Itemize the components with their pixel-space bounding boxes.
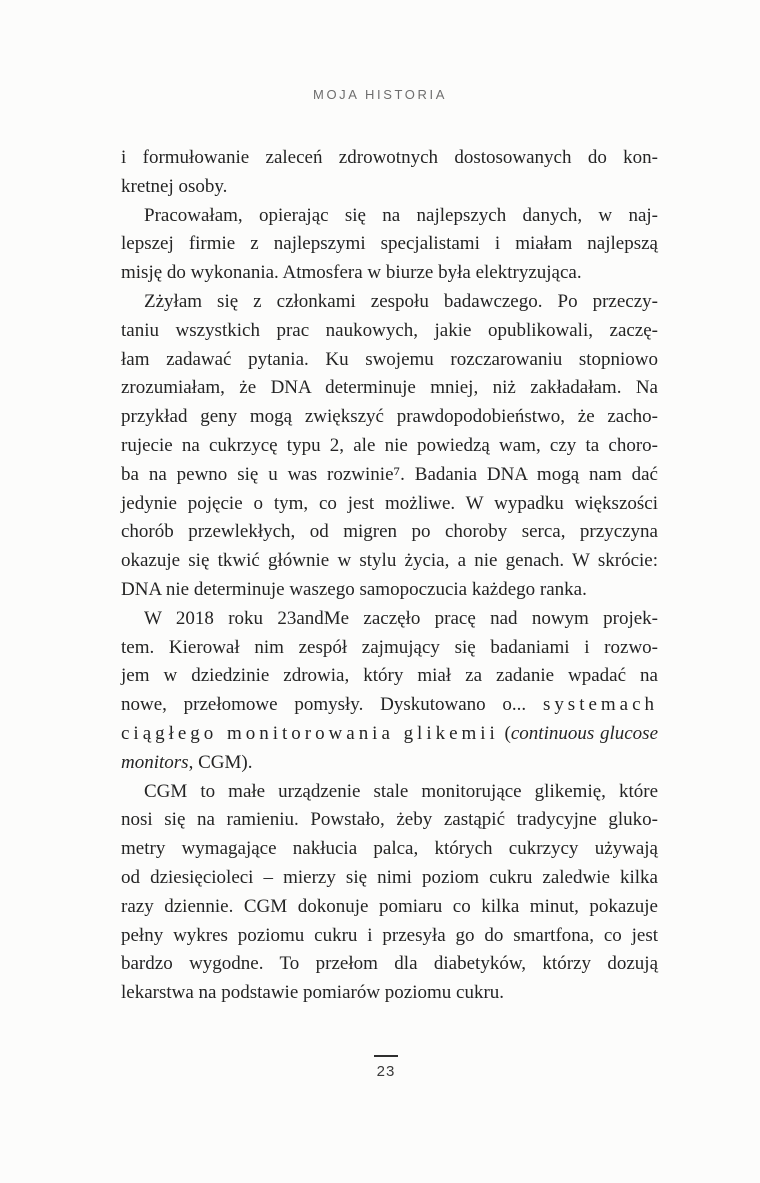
latin-term-italic: monitors (121, 751, 189, 773)
text-line: DNA nie determinuje waszego samopoczucia każdego ranka. (121, 578, 587, 600)
emphasis-letterspaced: ciągłego monitorowania glikemii (121, 722, 499, 744)
paragraph (121, 202, 658, 288)
text-line: CGM to małe urządzenie stale monitorujące glikemię, które (144, 780, 658, 802)
paragraph (121, 288, 658, 605)
paragraph (121, 605, 658, 778)
text-segment: ( (498, 722, 511, 744)
text-line: łam zadawać pytania. Ku swojemu rozczarowaniu stopniowo (121, 348, 658, 370)
text-line: zrozumiałam, że DNA determinuje mniej, niż zakładałam. Na (121, 377, 658, 399)
text-segment: nowe, przełomowe pomysły. Dyskutowano o... (121, 694, 543, 716)
running-header: MOJA HISTORIA (313, 87, 447, 102)
text-line: okazuje się tkwić głównie w stylu życia, a nie genach. W skrócie: (121, 550, 658, 572)
text-line-with-footnote: ba na pewno się u was rozwinie⁷. Badania DNA mogą nam dać (121, 463, 658, 485)
text-line: tem. Kierował nim zespół zajmujący się badaniami i rozwo- (121, 636, 658, 658)
text-line: taniu wszystkich prac naukowych, jakie opublikowali, zaczę- (121, 319, 658, 341)
text-line: i formułowanie zaleceń zdrowotnych dostosowanych do kon- (121, 147, 658, 168)
text-line: misję do wykonania. Atmosfera w biurze była elektryzująca. (121, 262, 582, 284)
text-line: jem w dziedzinie zdrowia, który miał za zadanie wpadać na (121, 665, 658, 687)
footer-divider (374, 1055, 398, 1057)
body-text (121, 144, 658, 1008)
text-line: razy dziennie. CGM dokonuje pomiaru co kilka minut, pokazuje (121, 895, 658, 917)
text-line (121, 749, 658, 778)
text-line: lepszej firmie z najlepszymi specjalistami i miałam najlepszą (121, 233, 658, 255)
text-line: metry wymagające nakłucia palca, których cukrzycy używają (121, 838, 658, 860)
paragraph-continuation (121, 144, 658, 202)
text-line: nosi się na ramieniu. Powstało, żeby zastąpić tradycyjne gluko- (121, 809, 658, 831)
text-line: rujecie na cukrzycę typu 2, ale nie powiedzą wam, czy ta choro- (121, 434, 658, 456)
text-line: jedynie pojęcie o tym, co jest możliwe. W wypadku większości (121, 492, 658, 514)
text-line: Zżyłam się z członkami zespołu badawczego. Po przeczy- (144, 290, 658, 312)
page-number: 23 (376, 1063, 396, 1080)
text-line (121, 691, 658, 720)
text-line (121, 720, 658, 749)
text-line: przykład geny mogą zwiększyć prawdopodobieństwo, że zacho- (121, 406, 658, 428)
text-line: lekarstwa na podstawie pomiarów poziomu cukru. (121, 982, 505, 1004)
text-segment: , CGM). (188, 751, 253, 773)
text-line: chorób przewlekłych, od migren po choroby serca, przyczyna (121, 521, 658, 543)
text-line: W 2018 roku 23andMe zaczęło pracę nad nowym projek- (144, 607, 658, 629)
latin-term-italic: continuous glucose (510, 722, 659, 744)
text-line: kretnej osoby. (121, 175, 228, 197)
text-line: Pracowałam, opierając się na najlepszych danych, w naj- (144, 204, 658, 226)
emphasis-letterspaced: systemach (542, 694, 658, 716)
text-line: bardzo wygodne. To przełom dla diabetyków, którzy dozują (121, 953, 658, 975)
paragraph (121, 778, 658, 1008)
text-line: od dziesięcioleci – mierzy się nimi poziom cukru zaledwie kilka (121, 866, 658, 888)
text-line: pełny wykres poziomu cukru i przesyła go do smartfona, co jest (121, 924, 658, 946)
